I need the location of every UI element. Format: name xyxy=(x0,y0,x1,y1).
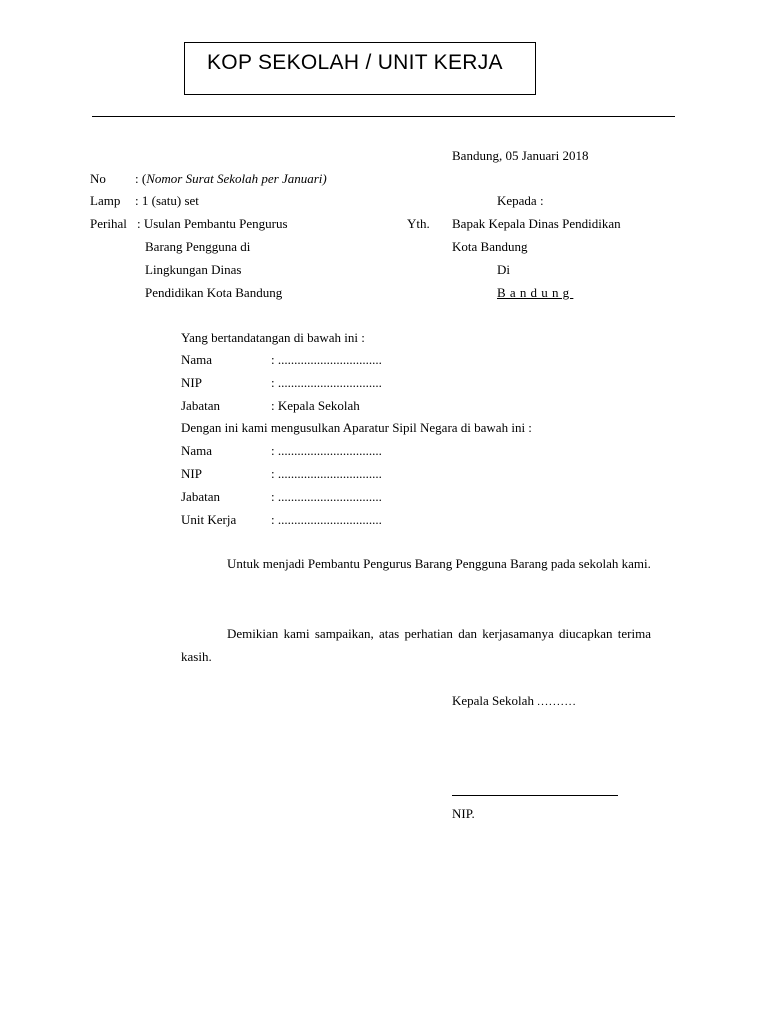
candidate-unit-label: Unit Kerja xyxy=(181,512,237,527)
place-date: Bandung, 05 Januari 2018 xyxy=(452,148,589,163)
no-label: No xyxy=(90,171,106,186)
perihal-label: Perihal xyxy=(90,216,127,231)
signer-jabatan-label: Jabatan xyxy=(181,398,220,413)
signature-title-dots: .......... xyxy=(537,696,577,708)
recipient-kepada: Kepada : xyxy=(497,193,544,208)
no-colon: : ( xyxy=(135,171,147,186)
recipient-line-1: Bapak Kepala Dinas Pendidikan xyxy=(452,216,621,231)
perihal-line-3: Lingkungan Dinas xyxy=(145,262,242,277)
recipient-di: Di xyxy=(497,262,510,277)
no-field xyxy=(135,171,327,187)
candidate-unit-dots: : ................................ xyxy=(271,512,382,527)
signature-title-text: Kepala Sekolah xyxy=(452,693,534,708)
letterhead-box xyxy=(184,42,536,95)
signer-nip-label: NIP xyxy=(181,375,202,390)
recipient-city: Bandung xyxy=(497,285,574,300)
candidate-nip-label: NIP xyxy=(181,466,202,481)
candidate-name-label: Nama xyxy=(181,443,213,458)
signer-nip-dots: : ................................ xyxy=(271,375,382,390)
signer-name-value xyxy=(271,352,382,368)
signer-name-label: Nama xyxy=(181,352,213,367)
recipient-line-2: Kota Bandung xyxy=(452,239,528,254)
signature-title xyxy=(452,693,577,709)
lamp-value: : 1 (satu) set xyxy=(135,193,199,208)
signer-jabatan-value: : Kepala Sekolah xyxy=(271,398,360,413)
lamp-label: Lamp xyxy=(90,193,121,208)
candidate-jabatan-dots: : ................................ xyxy=(271,489,382,504)
propose-text: Dengan ini kami mengusulkan Aparatur Sipil Negara di bawah ini : xyxy=(181,420,532,435)
perihal-line-1: : Usulan Pembantu Pengurus xyxy=(137,216,288,231)
candidate-jabatan-label: Jabatan xyxy=(181,489,220,504)
candidate-jabatan-value xyxy=(271,489,382,505)
candidate-name-value xyxy=(271,443,382,459)
paragraph-closing xyxy=(181,622,651,668)
candidate-nip-dots: : ................................ xyxy=(271,466,382,481)
perihal-line-2: Barang Pengguna di xyxy=(145,239,251,254)
signature-nip: NIP. xyxy=(452,806,475,821)
letterhead-title: KOP SEKOLAH / UNIT KERJA xyxy=(207,51,503,74)
candidate-nip-value xyxy=(271,466,382,482)
recipient-yth: Yth. xyxy=(407,216,430,231)
candidate-unit-value xyxy=(271,512,382,528)
paragraph-purpose-text: Untuk menjadi Pembantu Pengurus Barang Pengguna Barang pada sekolah kami. xyxy=(227,556,651,571)
candidate-name-dots: : ................................ xyxy=(271,443,382,458)
intro-text: Yang bertandatangan di bawah ini : xyxy=(181,330,365,345)
paragraph-purpose xyxy=(181,552,651,575)
signature-line xyxy=(452,795,618,796)
no-value: Nomor Surat Sekolah per Januari) xyxy=(146,171,327,186)
header-divider xyxy=(92,116,675,117)
signer-nip-value xyxy=(271,375,382,391)
perihal-line-4: Pendidikan Kota Bandung xyxy=(145,285,283,300)
signer-name-dots: : ................................ xyxy=(271,352,382,367)
paragraph-closing-text: Demikian kami sampaikan, atas perhatian dan kerjasamanya diucapkan terima kasih. xyxy=(181,626,651,664)
